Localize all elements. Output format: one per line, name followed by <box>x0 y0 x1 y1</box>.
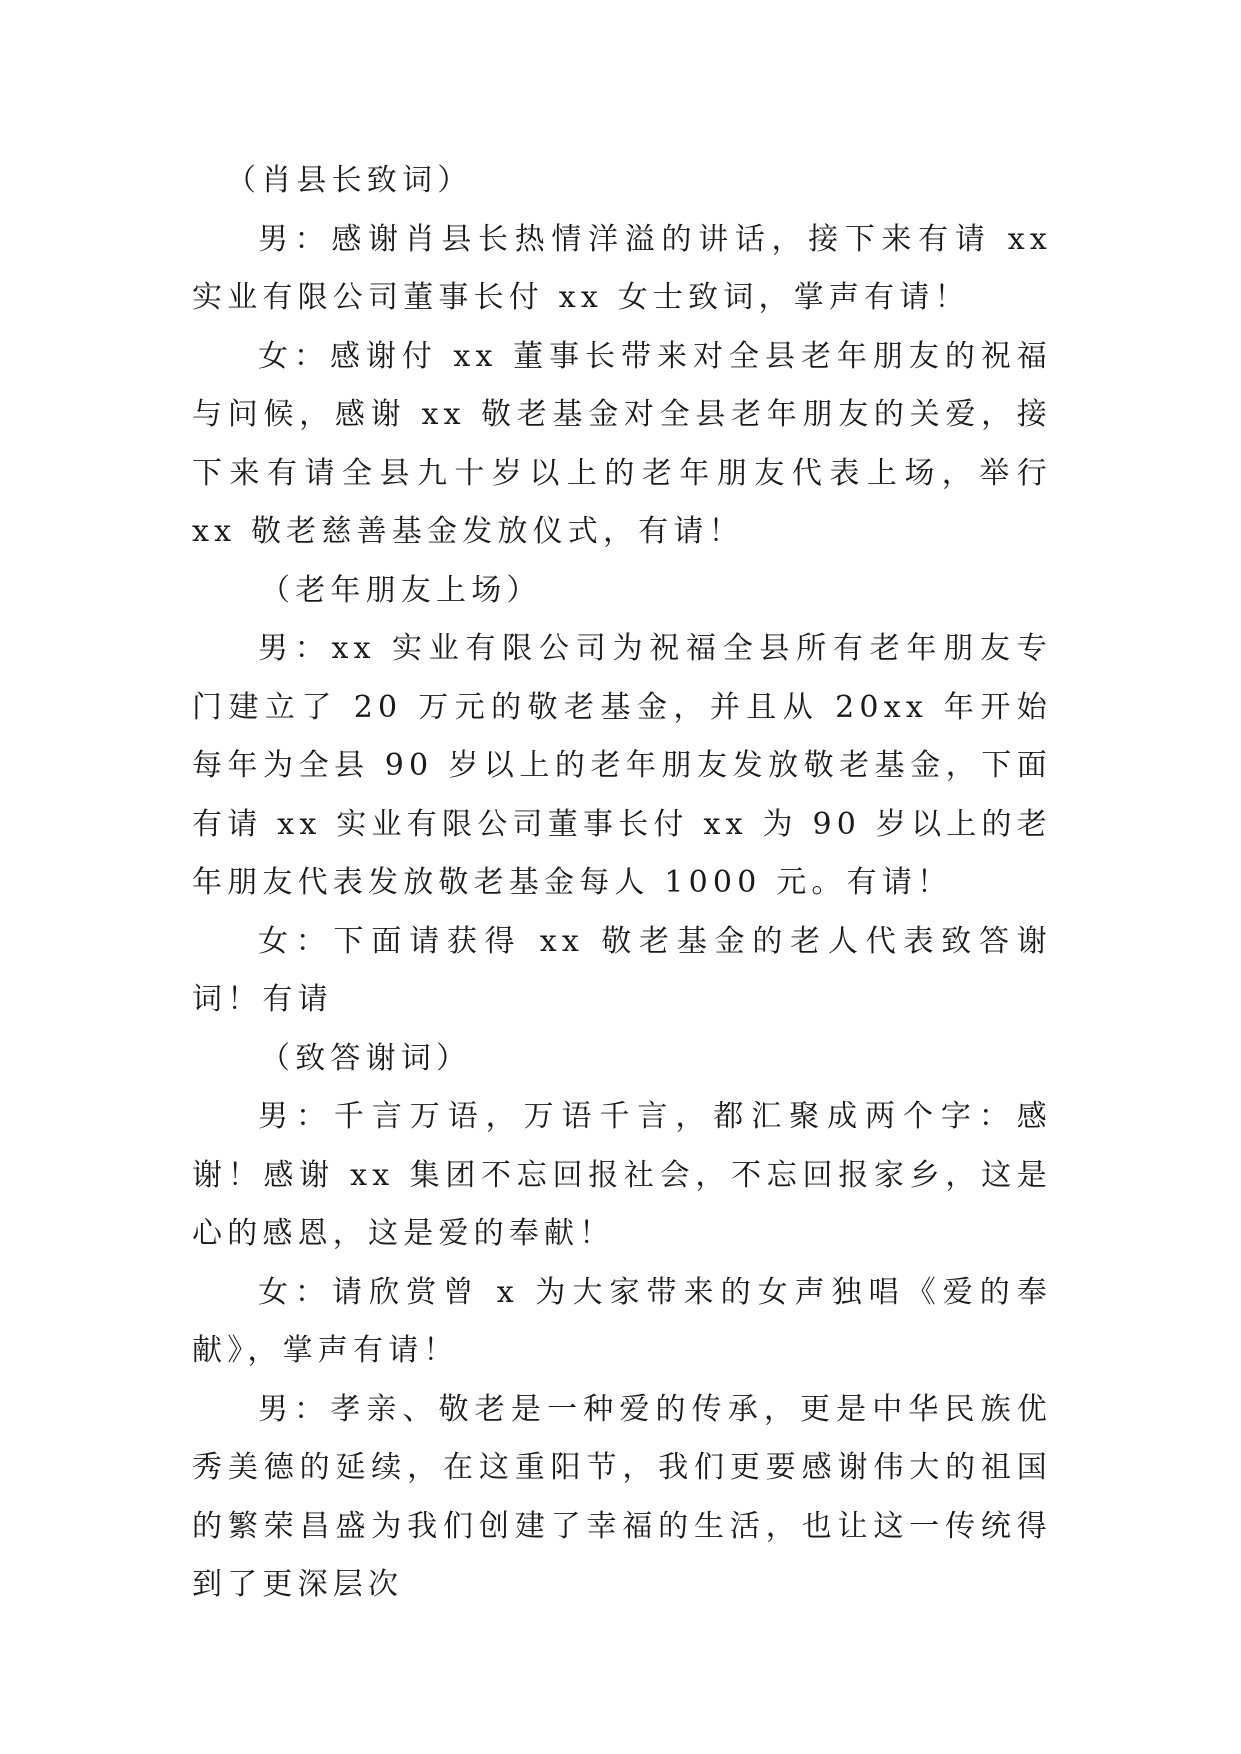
dialogue-paragraph: 男：孝亲、敬老是一种爱的传承，更是中华民族优秀美德的延续，在这重阳节，我们更要感谢伟大的祖国的繁荣昌盛为我们创建了幸福的生活，也让这一传统得到了更深层次 <box>192 1391 1052 1602</box>
stage-direction: （致答谢词） <box>260 1040 472 1076</box>
document-page <box>192 152 1052 1615</box>
dialogue-paragraph: 男：xx 实业有限公司为祝福全县所有老年朋友专门建立了 20 万元的敬老基金，并且从 20xx 年开始每年为全县 90 岁以上的老年朋友发放敬老基金，下面有请 xx 实业有限公司董事长付 xx 为 90 岁以上的老年朋友代表发放敬老基金每人 1000 元。有请！ <box>192 631 1052 900</box>
dialogue-paragraph: 男：感谢肖县长热情洋溢的讲话，接下来有请 xx 实业有限公司董事长付 xx 女士致词，掌声有请！ <box>192 221 1052 315</box>
stage-direction: （肖县长致词） <box>226 163 473 198</box>
stage-direction: （老年朋友上场） <box>260 572 542 608</box>
dialogue-paragraph: 男：千言万语，万语千言，都汇聚成两个字：感谢！感谢 xx 集团不忘回报社会，不忘回报家乡，这是心的感恩，这是爱的奉献！ <box>192 1099 1052 1251</box>
dialogue-paragraph: 女：感谢付 xx 董事长带来对全县老年朋友的祝福与问候，感谢 xx 敬老基金对全县老年朋友的关爱，接下来有请全县九十岁以上的老年朋友代表上场，举行 xx 敬老慈善基金发放仪式，有请！ <box>192 338 1052 549</box>
dialogue-paragraph: 女：下面请获得 xx 敬老基金的老人代表致答谢词！有请 <box>192 923 1052 1017</box>
dialogue-paragraph: 女：请欣赏曾 x 为大家带来的女声独唱《爱的奉献》，掌声有请！ <box>192 1274 1052 1368</box>
